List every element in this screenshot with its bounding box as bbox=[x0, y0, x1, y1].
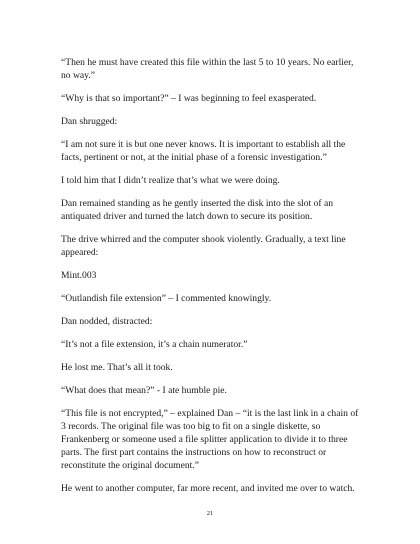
paragraph: The drive whirred and the computer shook violently. Gradually, a text line appeared: bbox=[61, 234, 346, 258]
paragraph: Mint.003 bbox=[61, 270, 97, 281]
page-number: 21 bbox=[206, 510, 214, 517]
paragraph: “It’s not a file extension, it’s a chain numerator.” bbox=[61, 339, 248, 350]
paragraph: Dan nodded, distracted: bbox=[61, 316, 153, 327]
paragraph: “Why is that so important?” – I was beginning to feel exasperated. bbox=[61, 93, 317, 104]
paragraph: Dan remained standing as he gently inserted the disk into the slot of an antiquated driver and turned the latch down to secure its position. bbox=[61, 198, 334, 222]
paragraph: He went to another computer, far more recent, and invited me over to watch. bbox=[61, 483, 355, 494]
paragraph: I told him that I didn’t realize that’s what we were doing. bbox=[61, 175, 280, 186]
paragraph: “I am not sure it is but one never knows. It is important to establish all the facts, pertinent or not, at the initial phase of a forensic investigation.” bbox=[61, 139, 346, 163]
paragraph: “Outlandish file extension” – I commented knowingly. bbox=[61, 293, 272, 304]
body-text bbox=[61, 56, 361, 505]
paragraph: “Then he must have created this file within the last 5 to 10 years. No earlier, no way.” bbox=[61, 57, 354, 81]
paragraph: Dan shrugged: bbox=[61, 116, 118, 127]
paragraph: He lost me. That’s all it took. bbox=[61, 362, 173, 373]
paragraph: “This file is not encrypted,” – explained Dan – “it is the last link in a chain of 3 records. The original file was too big to fit on a single diskette, so Frankenberg or someone used a file splitter application to divide it to three parts. The first part contains the instructions on how to reconstruct or reconstitute the original document.” bbox=[61, 408, 359, 471]
paragraph: “What does that mean?” - I ate humble pie. bbox=[61, 385, 227, 396]
